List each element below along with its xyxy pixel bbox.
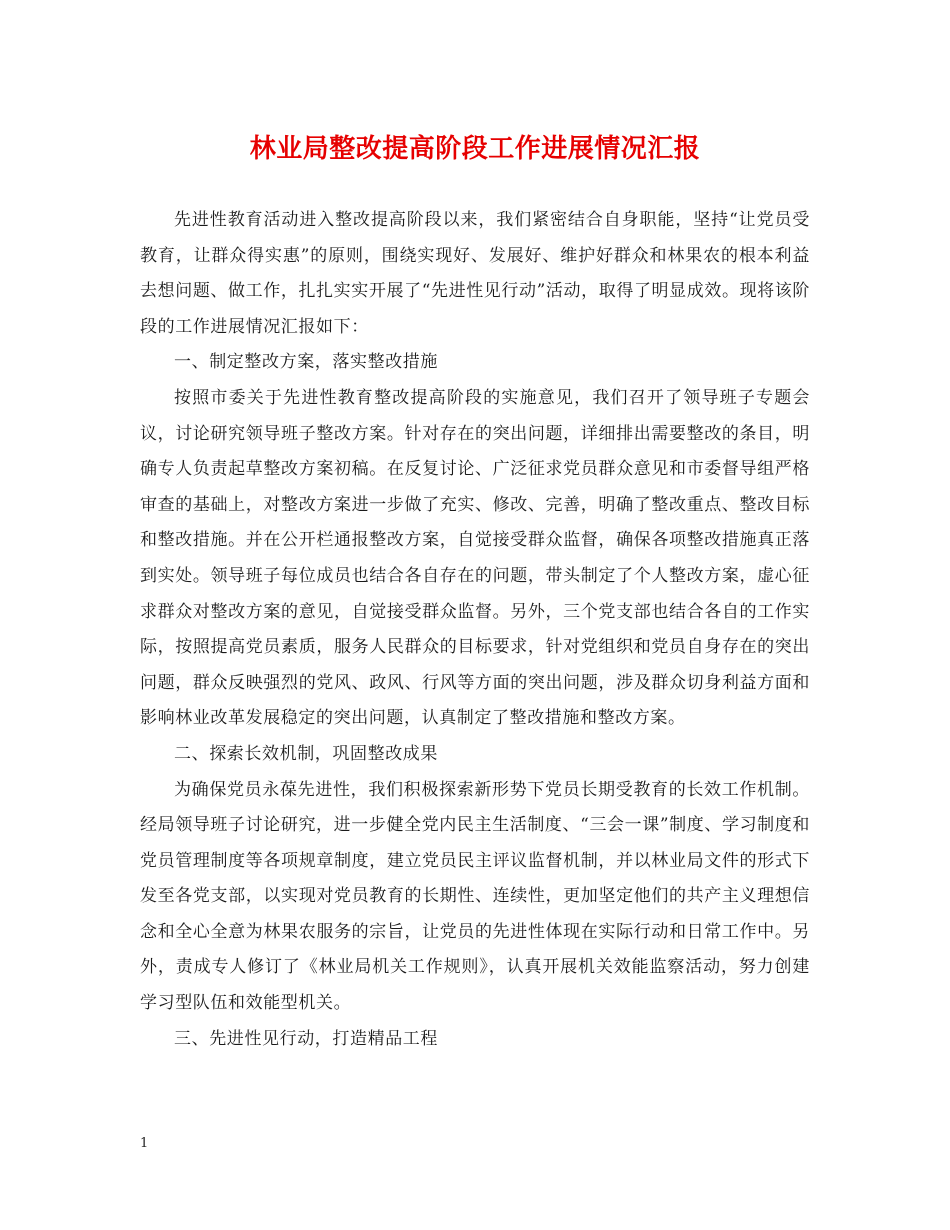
- section-heading-2: 二、探索长效机制，巩固整改成果: [174, 743, 438, 764]
- section-heading-3: 三、先进性见行动，打造精品工程: [174, 1028, 438, 1049]
- document-body: [140, 203, 810, 1057]
- section-heading-1: 一、制定整改方案，落实整改措施: [174, 352, 438, 373]
- section-body-2: 为确保党员永葆先进性，我们积极探索新形势下党员长期受教育的长效工作机制。经局领导班子讨论研究，进一步健全党内民主生活制度、“三会一课”制度、学习制度和党员管理制度等各项规章制度，建立党员民主评议监督机制，并以林业局文件的形式下发至各党支部，以实现对党员教育的长期性、连续性，更加坚定他们的共产主义理想信念和全心全意为林果农服务的宗旨，让党员的先进性体现在实际行动和日常工作中。另外，责成专人修订了《林业局机关工作规则》，认真开展机关效能监察活动，努力创建学习型队伍和效能型机关。: [140, 779, 810, 1014]
- intro-paragraph: 先进性教育活动进入整改提高阶段以来，我们紧密结合自身职能，坚持“让党员受教育，让群众得实惠”的原则，围绕实现好、发展好、维护好群众和林果农的根本利益去想问题、做工作，扎扎实实开展了“先进性见行动”活动，取得了明显成效。现将该阶段的工作进展情况汇报如下：: [140, 210, 810, 337]
- section-body-1: 按照市委关于先进性教育整改提高阶段的实施意见，我们召开了领导班子专题会议，讨论研究领导班子整改方案。针对存在的突出问题，详细排出需要整改的条目，明确专人负责起草整改方案初稿。在反复讨论、广泛征求党员群众意见和市委督导组严格审查的基础上，对整改方案进一步做了充实、修改、完善，明确了整改重点、整改目标和整改措施。并在公开栏通报整改方案，自觉接受群众监督，确保各项整改措施真正落到实处。领导班子每位成员也结合各自存在的问题，带头制定了个人整改方案，虚心征求群众对整改方案的意见，自觉接受群众监督。另外，三个党支部也结合各自的工作实际，按照提高党员素质，服务人民群众的目标要求，针对党组织和党员自身存在的突出问题，群众反映强烈的党风、政风、行风等方面的突出问题，涉及群众切身利益方面和影响林业改革发展稳定的突出问题，认真制定了整改措施和整改方案。: [140, 387, 810, 729]
- page-number: 1: [140, 1136, 149, 1151]
- document-title: 林业局整改提高阶段工作进展情况汇报: [249, 134, 701, 164]
